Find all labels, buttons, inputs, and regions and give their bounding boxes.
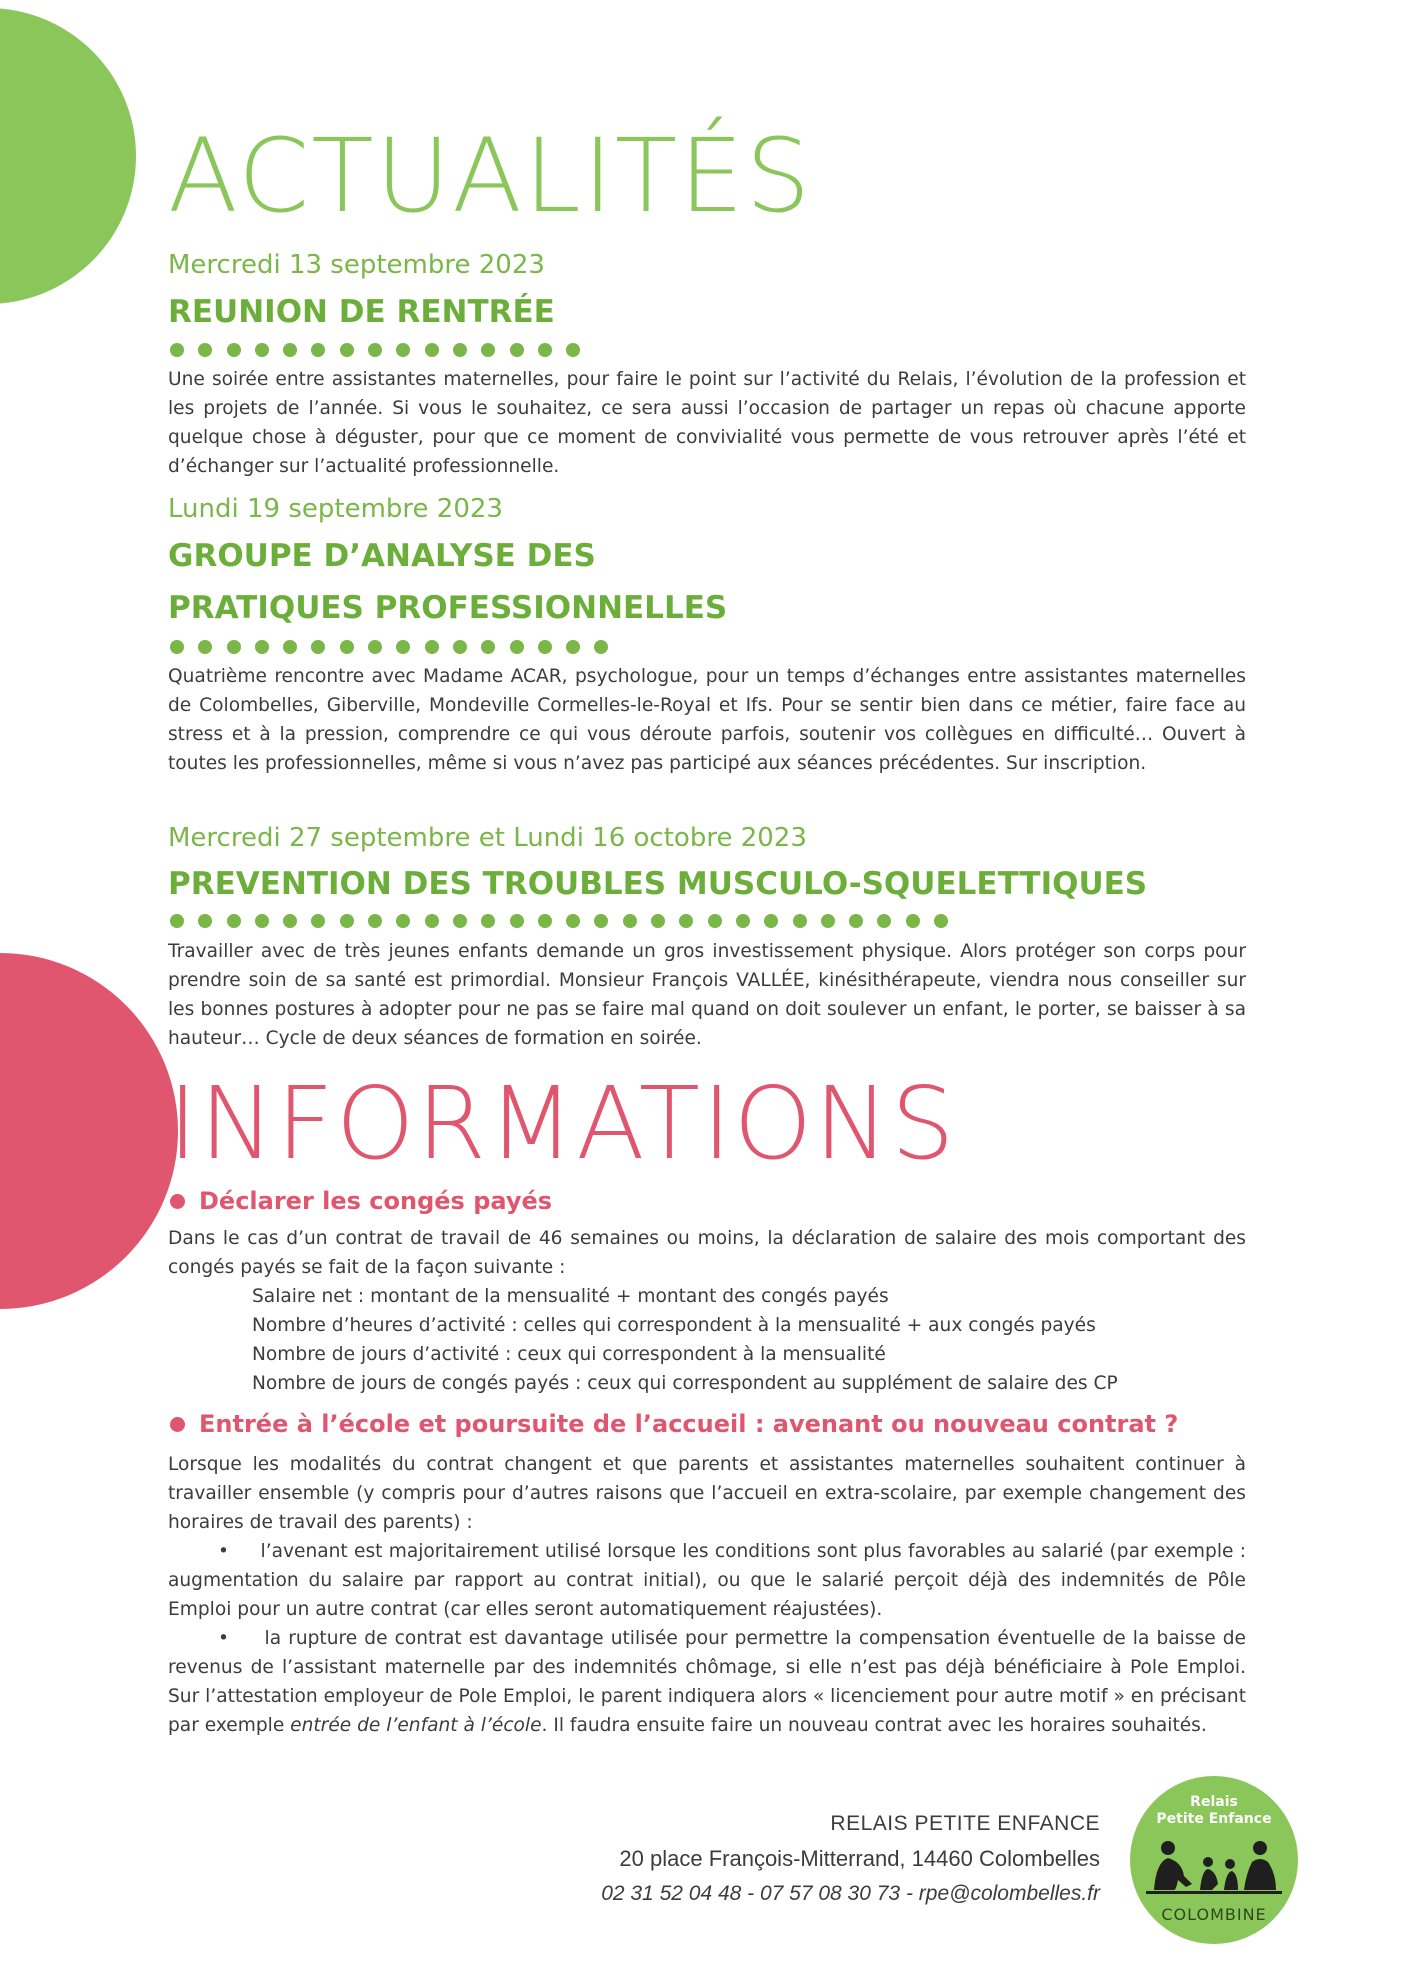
dot-icon bbox=[566, 343, 580, 357]
info-section-1-intro: Dans le cas d’un contrat de travail de 46 semaines ou moins, la déclaration de salaire des mois comportant des congés payés se fait de la façon suivante : bbox=[168, 1228, 1246, 1278]
dot-icon bbox=[255, 343, 269, 357]
informations-title: INFORMATIONS bbox=[168, 1065, 957, 1182]
dot-icon bbox=[764, 914, 778, 928]
dot-icon bbox=[623, 914, 637, 928]
dot-icon bbox=[340, 914, 354, 928]
actualites-title: ACTUALITÉS bbox=[168, 117, 813, 236]
dot-icon bbox=[877, 914, 891, 928]
dot-icon bbox=[934, 914, 948, 928]
bullet-glyph: • bbox=[218, 1628, 265, 1649]
event-2-title-line-2: PRATIQUES PROFESSIONNELLES bbox=[168, 590, 728, 626]
dot-icon bbox=[396, 343, 410, 357]
event-1-date: Mercredi 13 septembre 2023 bbox=[168, 250, 545, 280]
dot-icon bbox=[227, 343, 241, 357]
pink-bullet-icon bbox=[170, 1417, 185, 1432]
dot-icon bbox=[311, 914, 325, 928]
dot-icon bbox=[736, 914, 750, 928]
dot-icon bbox=[340, 640, 354, 654]
dot-icon bbox=[368, 640, 382, 654]
dot-icon bbox=[396, 914, 410, 928]
event-3-date: Mercredi 27 septembre et Lundi 16 octobre 2023 bbox=[168, 823, 807, 853]
info-section-2-intro: Lorsque les modalités du contrat changent et que parents et assistantes maternelles souhaitent continuer à travailler ensemble (y compris pour d’autres raisons que l’accueil en extra-scolaire, par exemple changement des horaires de travail des parents) : bbox=[168, 1454, 1246, 1533]
dot-icon bbox=[849, 914, 863, 928]
dot-icon bbox=[255, 640, 269, 654]
bullet-2-emphasis: entrée de l’enfant à l’école bbox=[290, 1715, 542, 1736]
event-3-dots-divider bbox=[170, 913, 962, 931]
dot-icon bbox=[340, 343, 354, 357]
dot-icon bbox=[651, 914, 665, 928]
info-section-2-bullet-1 bbox=[168, 1537, 1246, 1624]
dot-icon bbox=[510, 914, 524, 928]
dot-icon bbox=[368, 343, 382, 357]
dot-icon bbox=[566, 640, 580, 654]
dot-icon bbox=[821, 914, 835, 928]
info-section-1-list bbox=[252, 1282, 1118, 1398]
dot-icon bbox=[906, 914, 920, 928]
dot-icon bbox=[198, 914, 212, 928]
pink-half-circle-decoration bbox=[0, 953, 178, 1309]
dot-icon bbox=[396, 640, 410, 654]
dot-icon bbox=[510, 640, 524, 654]
event-1-dots-divider bbox=[170, 342, 594, 360]
bullet-1-text: l’avenant est majoritairement utilisé lorsque les conditions sont plus favorables au salarié (par exemple : augmentation du salaire par rapport au contrat initial), ou que le salarié perçoit déjà des indemnités de Pôle Emploi pour un autre contrat (car elles seront automatiquement réajustées). bbox=[168, 1541, 1246, 1620]
dot-icon bbox=[311, 640, 325, 654]
dot-icon bbox=[425, 343, 439, 357]
dot-icon bbox=[283, 640, 297, 654]
dot-icon bbox=[170, 343, 184, 357]
dot-icon bbox=[453, 343, 467, 357]
dot-icon bbox=[708, 914, 722, 928]
logo-bottom-text: COLOMBINE bbox=[1161, 1905, 1267, 1924]
event-2-dots-divider bbox=[170, 639, 623, 657]
list-item: Nombre de jours d’activité : ceux qui correspondent à la mensualité bbox=[252, 1344, 886, 1365]
dot-icon bbox=[510, 343, 524, 357]
dot-icon bbox=[453, 640, 467, 654]
event-1-text: Une soirée entre assistantes maternelles, pour faire le point sur l’activité du Relais, l’évolution de la profession et les projets de l’année. Si vous le souhaitez, ce sera aussi l’occasion de partager un repas où chacune apporte quelque chose à déguster, pour que ce moment de convivialité vous permette de vous retrouver après l’été et d’échanger sur l’actualité professionnelle. bbox=[168, 369, 1246, 477]
info-section-1-heading bbox=[170, 1187, 552, 1215]
dot-icon bbox=[198, 343, 212, 357]
dot-icon bbox=[170, 640, 184, 654]
event-2-text: Quatrième rencontre avec Madame ACAR, psychologue, pour un temps d’échanges entre assistantes maternelles de Colombelles, Giberville, Mondeville Cormelles-le-Royal et Ifs. Pour se sentir bien dans ce métier, faire face au stress et à la pression, comprendre ce qui vous déroute parfois, soutenir vos collègues en difficulté… Ouvert à toutes les professionnelles, même si vous n’avez pas participé aux séances précédentes. Sur inscription. bbox=[168, 666, 1246, 774]
bullet-glyph: • bbox=[218, 1541, 261, 1562]
dot-icon bbox=[538, 914, 552, 928]
dot-icon bbox=[594, 640, 608, 654]
footer-org: RELAIS PETITE ENFANCE bbox=[830, 1812, 1100, 1835]
list-item: Nombre de jours de congés payés : ceux qui correspondent au supplément de salaire des CP bbox=[252, 1373, 1118, 1394]
info-section-2-heading bbox=[170, 1410, 1178, 1438]
list-item: Nombre d’heures d’activité : celles qui correspondent à la mensualité + aux congés payés bbox=[252, 1315, 1096, 1336]
dot-icon bbox=[481, 343, 495, 357]
dot-icon bbox=[311, 343, 325, 357]
dot-icon bbox=[425, 640, 439, 654]
dot-icon bbox=[566, 914, 580, 928]
dot-icon bbox=[255, 914, 269, 928]
relais-petite-enfance-logo bbox=[1130, 1776, 1298, 1944]
green-half-circle-decoration bbox=[0, 8, 136, 304]
dot-icon bbox=[198, 640, 212, 654]
info-section-2-heading-text: Entrée à l’école et poursuite de l’accueil : avenant ou nouveau contrat ? bbox=[199, 1410, 1179, 1438]
dot-icon bbox=[679, 914, 693, 928]
dot-icon bbox=[283, 914, 297, 928]
dot-icon bbox=[283, 343, 297, 357]
event-1-title: REUNION DE RENTRÉE bbox=[168, 294, 555, 330]
bullet-2-text-a: la rupture de contrat est davantage utilisée pour permettre la compensation éventuelle de la baisse de revenus de l’assistant maternelle par des indemnités chômage, si elle n’est pas déjà bénéficiaire à Pole Emploi. Sur l’attestation employeur de Pole Emploi, le parent indiquera alors « licenciement pour autre motif » en précisant par exemple bbox=[168, 1628, 1246, 1736]
bullet-2-text-b: . Il faudra ensuite faire un nouveau contrat avec les horaires souhaités. bbox=[541, 1715, 1207, 1736]
logo-line-2: Petite Enfance bbox=[1156, 1811, 1272, 1827]
dot-icon bbox=[453, 914, 467, 928]
event-3-title: PREVENTION DES TROUBLES MUSCULO-SQUELETTIQUES bbox=[168, 866, 1148, 902]
dot-icon bbox=[538, 343, 552, 357]
dot-icon bbox=[538, 640, 552, 654]
dot-icon bbox=[481, 914, 495, 928]
logo-line-1: Relais bbox=[1190, 1794, 1238, 1810]
dot-icon bbox=[368, 914, 382, 928]
dot-icon bbox=[170, 914, 184, 928]
family-figures-icon bbox=[1146, 1840, 1282, 1894]
footer-address: 20 place François-Mitterrand, 14460 Colombelles bbox=[619, 1846, 1100, 1871]
list-item: Salaire net : montant de la mensualité + montant des congés payés bbox=[252, 1286, 889, 1307]
info-section-2-bullet-2 bbox=[168, 1624, 1246, 1740]
event-2-title-line-1: GROUPE D’ANALYSE DES bbox=[168, 538, 596, 574]
info-section-1-heading-text: Déclarer les congés payés bbox=[199, 1187, 553, 1215]
event-2-date: Lundi 19 septembre 2023 bbox=[168, 494, 503, 524]
dot-icon bbox=[793, 914, 807, 928]
dot-icon bbox=[425, 914, 439, 928]
dot-icon bbox=[481, 640, 495, 654]
dot-icon bbox=[227, 914, 241, 928]
logo-top-text bbox=[1130, 1794, 1298, 1828]
pink-bullet-icon bbox=[170, 1194, 185, 1209]
footer-contact: 02 31 52 04 48 - 07 57 08 30 73 - rpe@colombelles.fr bbox=[601, 1882, 1100, 1905]
dot-icon bbox=[594, 914, 608, 928]
dot-icon bbox=[227, 640, 241, 654]
event-3-text: Travailler avec de très jeunes enfants demande un gros investissement physique. Alors protéger son corps pour prendre soin de sa santé est primordial. Monsieur François VALLÉE, kinésithérapeute, viendra nous conseiller sur les bonnes postures à adopter pour ne pas se faire mal quand on doit soulever un enfant, le porter, se baisser à sa hauteur… Cycle de deux séances de formation en soirée. bbox=[168, 941, 1246, 1049]
